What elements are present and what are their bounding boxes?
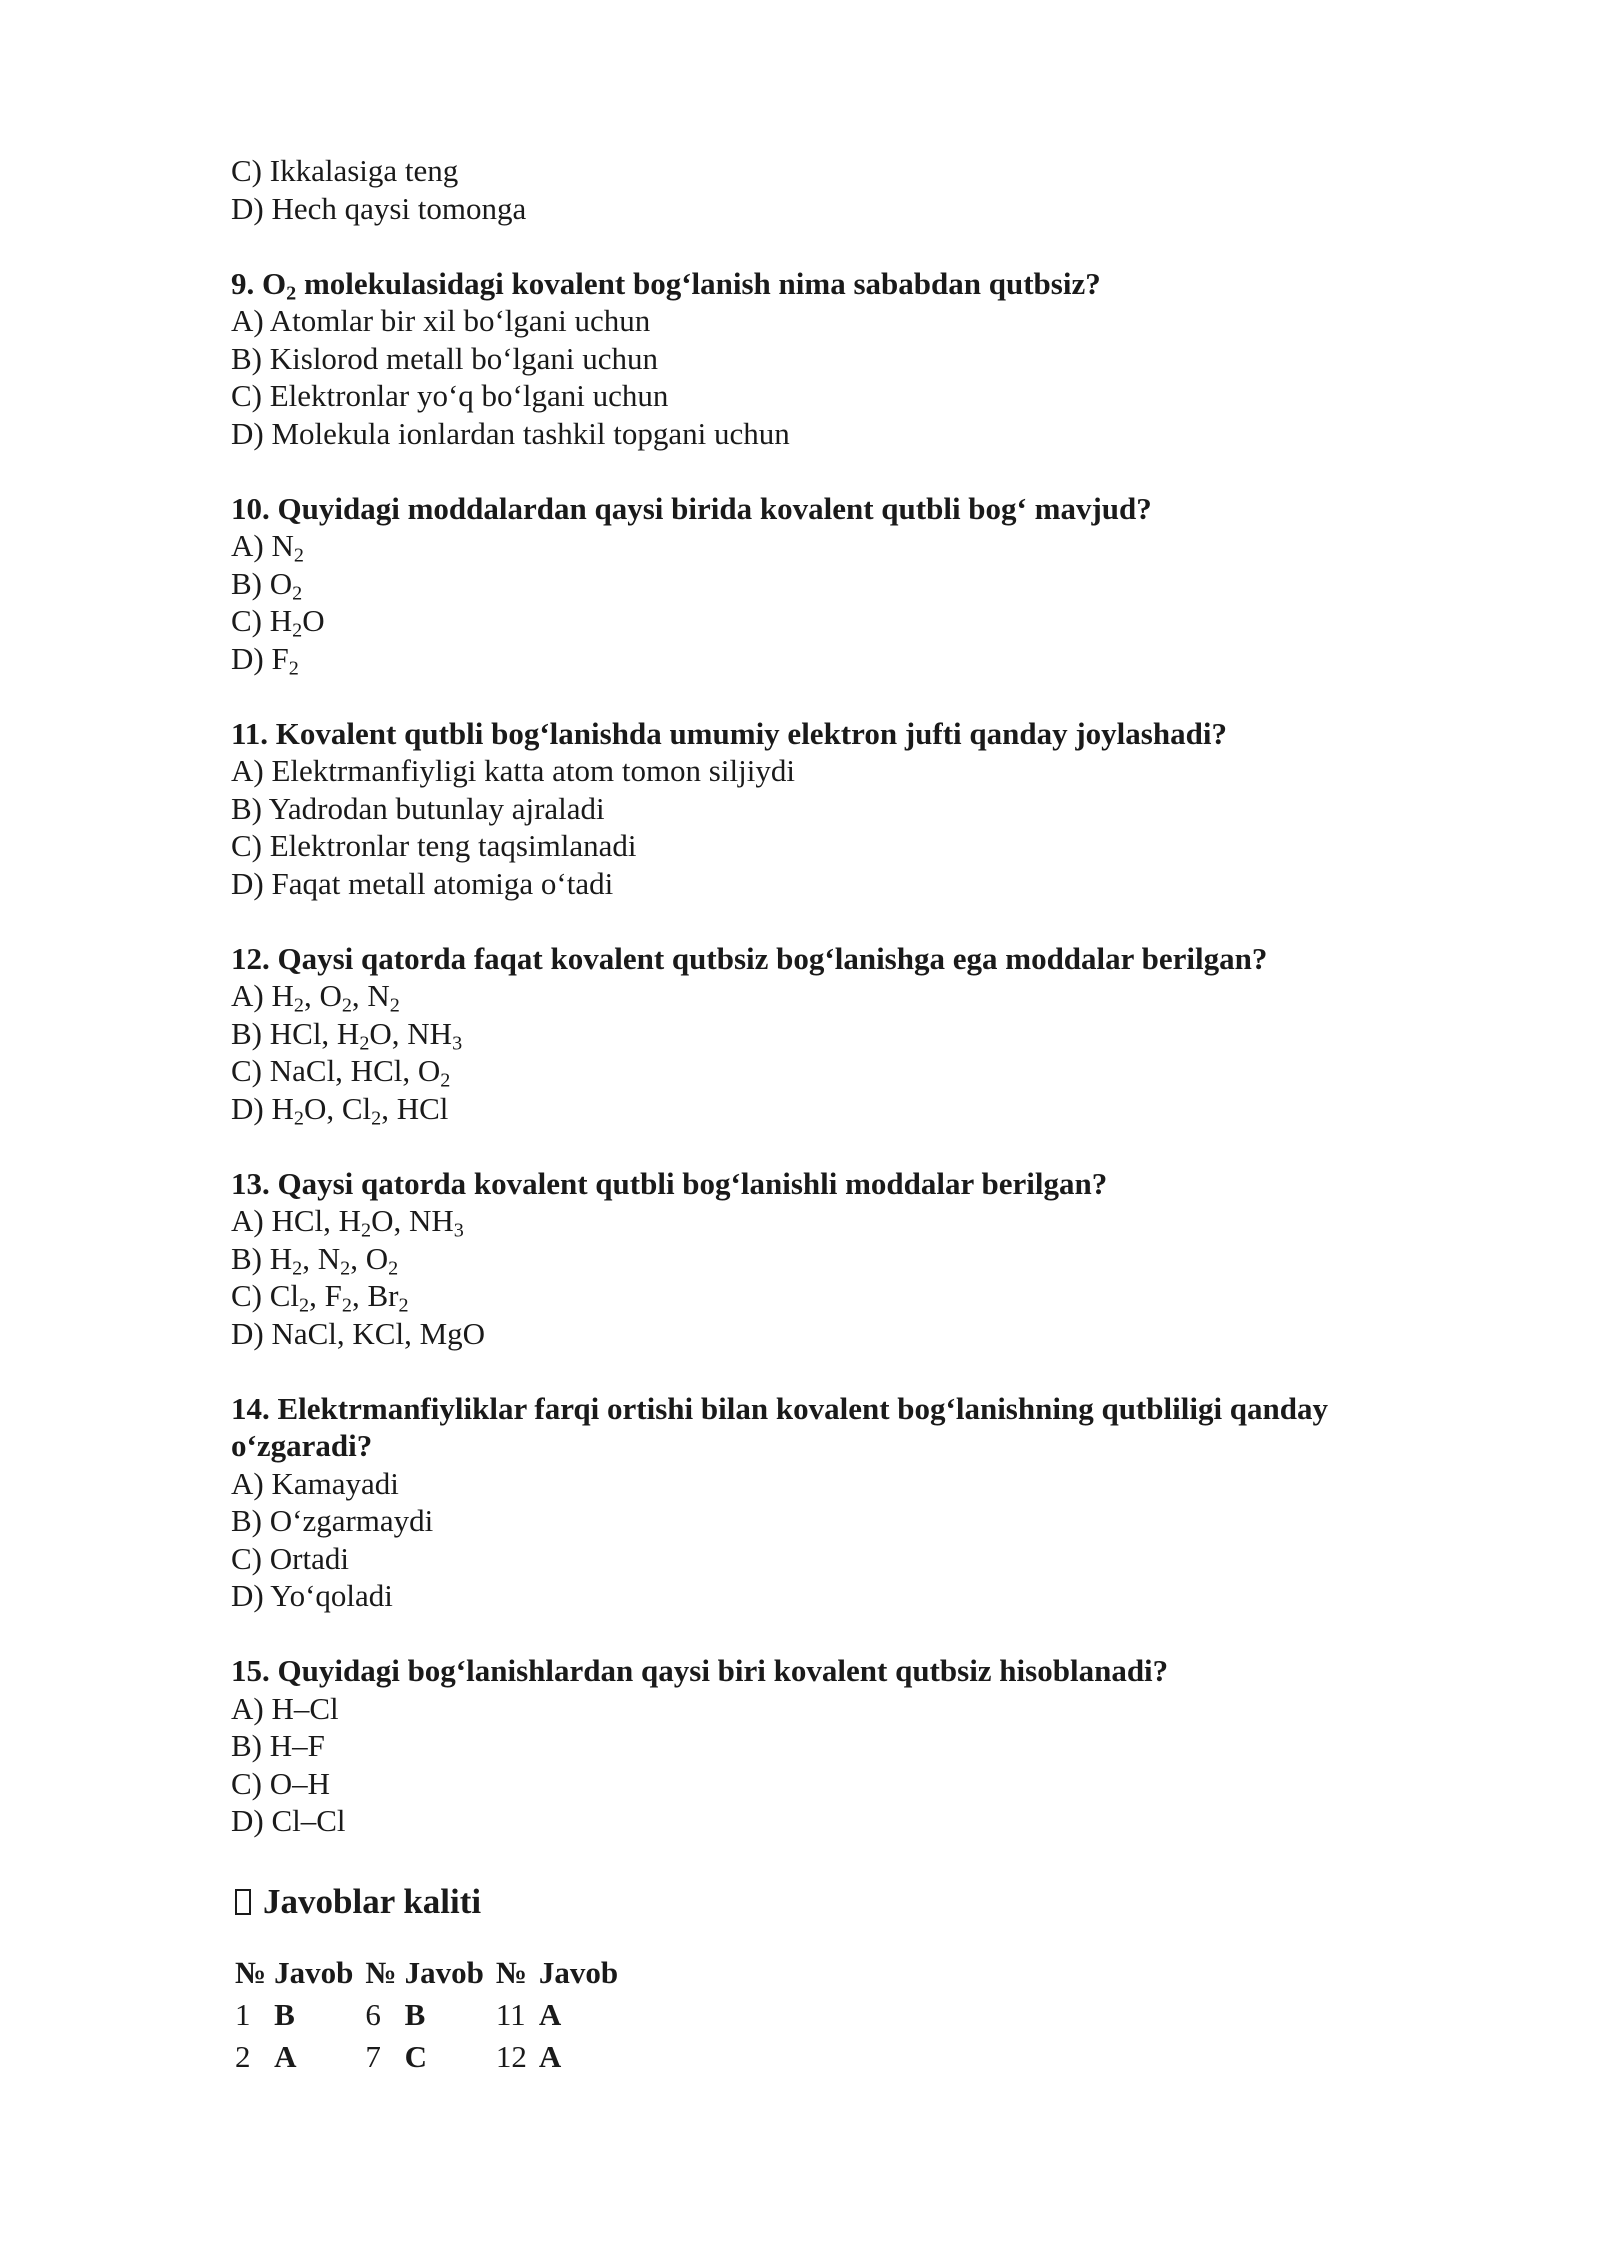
answer-key-table <box>231 1952 626 2078</box>
answer-key-heading <box>231 1880 1391 1924</box>
question-text: Elektrmanfiyliklar farqi ortishi bilan kovalent bog‘lanishning qutbliligi qanday o‘zgaradi? <box>231 1390 1329 1463</box>
answer-cell: B <box>274 1996 295 2032</box>
document-content <box>231 152 1391 2078</box>
question-number: 15. <box>231 1653 270 1688</box>
answer-key-header-row <box>231 1952 626 1994</box>
question-block <box>231 1165 1391 1353</box>
question-number-cell: 1 <box>235 1996 251 2032</box>
answer-key-row <box>231 2036 626 2078</box>
question-title <box>231 265 1391 303</box>
question-block <box>231 265 1391 453</box>
answer-option: D) Molekula ionlardan tashkil topgani uchun <box>231 415 790 451</box>
answer-option: A) Elektrmanfiyligi katta atom tomon siljiydi <box>231 753 795 788</box>
answer-option: D) Yo‘qoladi <box>231 1578 393 1613</box>
answer-header: Javob <box>274 1954 354 1990</box>
answer-option: C) O–H <box>231 1765 331 1801</box>
answer-option: C) Ikkalasiga teng <box>231 153 459 188</box>
missing-glyph-icon <box>235 1889 251 1915</box>
answer-option: D) $F_2$ <box>231 640 299 680</box>
question-title <box>231 1652 1391 1690</box>
answer-option: B) O‘zgarmaydi <box>231 1503 434 1538</box>
number-header: № <box>495 1954 527 1990</box>
answer-header: Javob <box>404 1954 484 1990</box>
question-number: 12. <box>231 940 270 976</box>
answer-option: C) Elektronlar teng taqsimlanadi <box>231 828 637 863</box>
number-header: № <box>235 1954 267 1990</box>
answer-option: A) $N_2$ <box>231 528 304 567</box>
question-block <box>231 1390 1391 1615</box>
answer-option: A) Kamayadi <box>231 1465 399 1501</box>
question-list <box>231 265 1391 1840</box>
question-text: Kovalent qutbli bog‘lanishda umumiy elektron jufti qanday joylashadi? <box>275 715 1227 751</box>
answer-option: C) NaCl, HCl, $O_2$ <box>231 1053 451 1092</box>
question-block <box>231 490 1391 678</box>
question-number-cell: 7 <box>365 2038 381 2074</box>
answer-option: B) HCl, $H_2O$, $NH_3$ <box>231 1015 463 1055</box>
answer-option: D) NaCl, KCl, MgO <box>231 1315 486 1351</box>
answer-option: A) HCl, $H_2O$, $NH_3$ <box>231 1203 464 1242</box>
answer-option: A) $H_2$, $O_2$, $N_2$ <box>231 978 400 1017</box>
question-text: Qaysi qatorda kovalent qutbli bog‘lanishli moddalar berilgan? <box>277 1165 1108 1201</box>
question-title <box>231 490 1391 528</box>
answer-option: B) $O_2$ <box>231 565 303 605</box>
question-number: 9. <box>231 265 255 301</box>
answer-option: B) Kislorod metall bo‘lgani uchun <box>231 340 659 376</box>
question-text: Quyidagi moddalardan qaysi birida kovalent qutbli bog‘ mavjud? <box>277 490 1152 526</box>
answer-option: D) Cl–Cl <box>231 1803 346 1838</box>
answer-cell: C <box>404 2038 427 2074</box>
question-title <box>231 715 1391 753</box>
question-text: Quyidagi bog‘lanishlardan qaysi biri kovalent qutbsiz hisoblanadi? <box>277 1653 1169 1688</box>
answer-option: C) Ortadi <box>231 1540 349 1576</box>
answer-key-row <box>231 1994 626 2036</box>
answer-cell: A <box>274 2038 297 2074</box>
answer-header: Javob <box>538 1954 619 1990</box>
question-title <box>231 1165 1391 1203</box>
answer-option: D) Faqat metall atomiga o‘tadi <box>231 865 614 901</box>
question-text: $O_2$ molekulasidagi kovalent bog‘lanish nima sababdan qutbsiz? <box>262 265 1101 305</box>
question-number: 14. <box>231 1390 270 1426</box>
previous-question-continuation <box>231 152 1391 227</box>
answer-option: A) H–Cl <box>231 1690 339 1726</box>
question-block <box>231 940 1391 1128</box>
answer-option: B) Yadrodan butunlay ajraladi <box>231 790 605 826</box>
number-header: № <box>365 1954 397 1990</box>
answer-key-title: Javoblar kaliti <box>263 1881 482 1921</box>
answer-option: D) $H_2O$, $Cl_2$, HCl <box>231 1090 449 1130</box>
answer-cell: B <box>404 1996 426 2032</box>
question-title <box>231 940 1391 978</box>
question-number: 10. <box>231 490 270 526</box>
question-title <box>231 1390 1391 1465</box>
question-number-cell: 6 <box>365 1996 381 2032</box>
question-block <box>231 715 1391 903</box>
answer-option: A) Atomlar bir xil bo‘lgani uchun <box>231 303 651 338</box>
question-number-cell: 12 <box>495 2038 527 2074</box>
answer-cell: A <box>538 1996 562 2032</box>
answer-cell: A <box>538 2038 562 2074</box>
question-text: Qaysi qatorda faqat kovalent qutbsiz bog‘lanishga ega moddalar berilgan? <box>277 940 1268 976</box>
question-number: 13. <box>231 1165 270 1201</box>
answer-option: D) Hech qaysi tomonga <box>231 190 527 226</box>
question-number: 11. <box>231 715 269 751</box>
answer-option: C) $H_2O$ <box>231 603 325 642</box>
answer-option: C) Elektronlar yo‘q bo‘lgani uchun <box>231 378 669 413</box>
question-number-cell: 2 <box>235 2038 251 2074</box>
answer-option: B) H–F <box>231 1728 325 1763</box>
answer-option: C) $Cl_2$, $F_2$, $Br_2$ <box>231 1278 409 1317</box>
answer-option: B) $H_2$, $N_2$, $O_2$ <box>231 1240 399 1280</box>
question-number-cell: 11 <box>495 1996 526 2032</box>
question-block <box>231 1652 1391 1840</box>
